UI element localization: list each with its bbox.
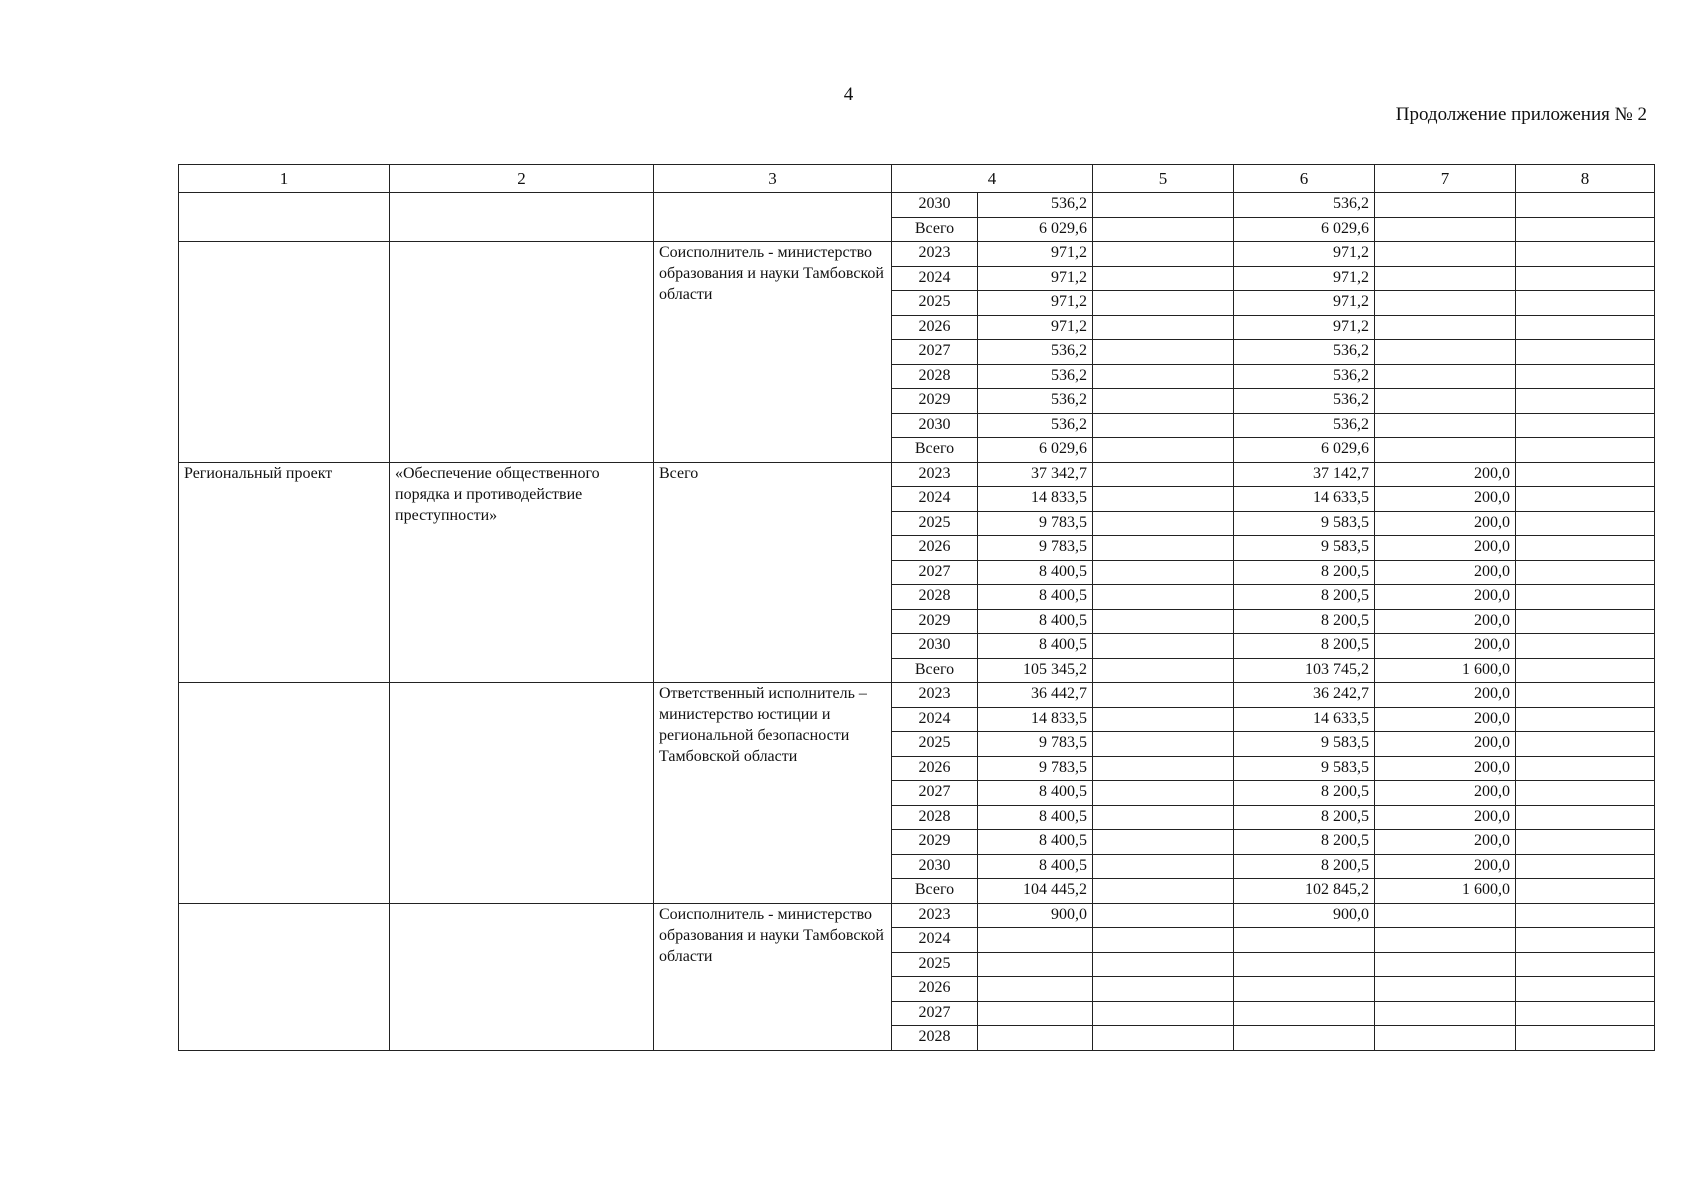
col5-cell bbox=[1093, 291, 1234, 316]
year-cell: 2024 bbox=[892, 266, 978, 291]
col7-cell: 200,0 bbox=[1375, 462, 1516, 487]
header-cell: 4 bbox=[892, 165, 1093, 193]
year-cell: 2029 bbox=[892, 830, 978, 855]
col6-cell: 8 200,5 bbox=[1234, 830, 1375, 855]
col5-cell bbox=[1093, 242, 1234, 267]
col5-cell bbox=[1093, 364, 1234, 389]
row-name-cell bbox=[390, 242, 654, 463]
page-number: 4 bbox=[843, 84, 854, 105]
col6-cell: 102 845,2 bbox=[1234, 879, 1375, 904]
year-cell: 2026 bbox=[892, 315, 978, 340]
col6-cell bbox=[1234, 977, 1375, 1002]
year-cell: Всего bbox=[892, 879, 978, 904]
year-cell: 2028 bbox=[892, 1026, 978, 1051]
col8-cell bbox=[1516, 462, 1655, 487]
col8-cell bbox=[1516, 487, 1655, 512]
total-cell: 971,2 bbox=[978, 266, 1093, 291]
year-cell: 2029 bbox=[892, 389, 978, 414]
col7-cell bbox=[1375, 977, 1516, 1002]
year-cell: 2027 bbox=[892, 781, 978, 806]
col6-cell: 8 200,5 bbox=[1234, 585, 1375, 610]
col8-cell bbox=[1516, 830, 1655, 855]
col8-cell bbox=[1516, 609, 1655, 634]
executor-cell: Соисполнитель - министерство образования и науки Тамбовской области bbox=[654, 903, 892, 1050]
col8-cell bbox=[1516, 977, 1655, 1002]
table-row bbox=[179, 193, 1655, 218]
year-cell: 2027 bbox=[892, 560, 978, 585]
col8-cell bbox=[1516, 952, 1655, 977]
col5-cell bbox=[1093, 732, 1234, 757]
table-row bbox=[179, 242, 1655, 267]
col8-cell bbox=[1516, 879, 1655, 904]
row-type-cell bbox=[179, 242, 390, 463]
col6-cell: 9 583,5 bbox=[1234, 511, 1375, 536]
col6-cell: 8 200,5 bbox=[1234, 781, 1375, 806]
col6-cell: 9 583,5 bbox=[1234, 536, 1375, 561]
total-cell: 37 342,7 bbox=[978, 462, 1093, 487]
total-cell: 9 783,5 bbox=[978, 536, 1093, 561]
col7-cell: 200,0 bbox=[1375, 854, 1516, 879]
total-cell: 8 400,5 bbox=[978, 805, 1093, 830]
year-cell: 2027 bbox=[892, 1001, 978, 1026]
header-cell: 7 bbox=[1375, 165, 1516, 193]
col6-cell: 8 200,5 bbox=[1234, 609, 1375, 634]
row-name-cell bbox=[390, 683, 654, 904]
col7-cell bbox=[1375, 1026, 1516, 1051]
total-cell bbox=[978, 928, 1093, 953]
col8-cell bbox=[1516, 707, 1655, 732]
col7-cell bbox=[1375, 413, 1516, 438]
executor-cell: Ответственный исполнитель – министерство юстиции и региональной безопасности Тамбовской области bbox=[654, 683, 892, 904]
col6-cell: 37 142,7 bbox=[1234, 462, 1375, 487]
col5-cell bbox=[1093, 781, 1234, 806]
col5-cell bbox=[1093, 462, 1234, 487]
col7-cell: 1 600,0 bbox=[1375, 658, 1516, 683]
col6-cell: 536,2 bbox=[1234, 364, 1375, 389]
col8-cell bbox=[1516, 511, 1655, 536]
total-cell bbox=[978, 1026, 1093, 1051]
col7-cell: 200,0 bbox=[1375, 805, 1516, 830]
executor-cell bbox=[654, 193, 892, 242]
total-cell: 14 833,5 bbox=[978, 487, 1093, 512]
col7-cell: 200,0 bbox=[1375, 732, 1516, 757]
total-cell: 971,2 bbox=[978, 242, 1093, 267]
col7-cell bbox=[1375, 315, 1516, 340]
col8-cell bbox=[1516, 732, 1655, 757]
col8-cell bbox=[1516, 756, 1655, 781]
col5-cell bbox=[1093, 560, 1234, 585]
col6-cell: 14 633,5 bbox=[1234, 707, 1375, 732]
header-cell: 6 bbox=[1234, 165, 1375, 193]
col5-cell bbox=[1093, 952, 1234, 977]
total-cell: 536,2 bbox=[978, 413, 1093, 438]
col5-cell bbox=[1093, 315, 1234, 340]
col5-cell bbox=[1093, 879, 1234, 904]
col8-cell bbox=[1516, 781, 1655, 806]
col5-cell bbox=[1093, 217, 1234, 242]
year-cell: Всего bbox=[892, 658, 978, 683]
col6-cell: 971,2 bbox=[1234, 242, 1375, 267]
col5-cell bbox=[1093, 585, 1234, 610]
row-name-cell bbox=[390, 903, 654, 1050]
col7-cell bbox=[1375, 340, 1516, 365]
year-cell: 2024 bbox=[892, 487, 978, 512]
year-cell: 2024 bbox=[892, 707, 978, 732]
col7-cell: 200,0 bbox=[1375, 781, 1516, 806]
year-cell: 2023 bbox=[892, 462, 978, 487]
col6-cell: 971,2 bbox=[1234, 291, 1375, 316]
executor-cell: Всего bbox=[654, 462, 892, 683]
total-cell bbox=[978, 952, 1093, 977]
header-cell: 5 bbox=[1093, 165, 1234, 193]
year-cell: 2025 bbox=[892, 511, 978, 536]
col7-cell bbox=[1375, 952, 1516, 977]
total-cell: 14 833,5 bbox=[978, 707, 1093, 732]
col7-cell bbox=[1375, 193, 1516, 218]
col8-cell bbox=[1516, 1001, 1655, 1026]
col5-cell bbox=[1093, 438, 1234, 463]
col6-cell: 536,2 bbox=[1234, 389, 1375, 414]
total-cell: 8 400,5 bbox=[978, 560, 1093, 585]
col6-cell bbox=[1234, 952, 1375, 977]
col7-cell: 200,0 bbox=[1375, 487, 1516, 512]
col7-cell: 200,0 bbox=[1375, 511, 1516, 536]
year-cell: 2028 bbox=[892, 805, 978, 830]
row-type-cell: Региональный проект bbox=[179, 462, 390, 683]
col7-cell bbox=[1375, 928, 1516, 953]
total-cell: 8 400,5 bbox=[978, 781, 1093, 806]
col6-cell: 6 029,6 bbox=[1234, 217, 1375, 242]
col5-cell bbox=[1093, 683, 1234, 708]
col5-cell bbox=[1093, 707, 1234, 732]
col7-cell bbox=[1375, 364, 1516, 389]
header-cell: 8 bbox=[1516, 165, 1655, 193]
col6-cell: 536,2 bbox=[1234, 340, 1375, 365]
year-cell: 2026 bbox=[892, 536, 978, 561]
col7-cell: 200,0 bbox=[1375, 536, 1516, 561]
col5-cell bbox=[1093, 977, 1234, 1002]
total-cell: 9 783,5 bbox=[978, 756, 1093, 781]
col7-cell bbox=[1375, 291, 1516, 316]
total-cell: 971,2 bbox=[978, 315, 1093, 340]
col7-cell: 200,0 bbox=[1375, 830, 1516, 855]
col7-cell bbox=[1375, 903, 1516, 928]
col5-cell bbox=[1093, 1026, 1234, 1051]
year-cell: 2023 bbox=[892, 903, 978, 928]
row-type-cell bbox=[179, 903, 390, 1050]
col5-cell bbox=[1093, 634, 1234, 659]
col5-cell bbox=[1093, 658, 1234, 683]
year-cell: 2030 bbox=[892, 413, 978, 438]
col5-cell bbox=[1093, 903, 1234, 928]
col8-cell bbox=[1516, 389, 1655, 414]
col7-cell: 200,0 bbox=[1375, 560, 1516, 585]
col8-cell bbox=[1516, 658, 1655, 683]
col5-cell bbox=[1093, 511, 1234, 536]
total-cell: 105 345,2 bbox=[978, 658, 1093, 683]
header-cell: 1 bbox=[179, 165, 390, 193]
col8-cell bbox=[1516, 217, 1655, 242]
col7-cell: 200,0 bbox=[1375, 609, 1516, 634]
total-cell: 971,2 bbox=[978, 291, 1093, 316]
total-cell: 8 400,5 bbox=[978, 854, 1093, 879]
col5-cell bbox=[1093, 756, 1234, 781]
year-cell: 2028 bbox=[892, 364, 978, 389]
col8-cell bbox=[1516, 291, 1655, 316]
col5-cell bbox=[1093, 536, 1234, 561]
appendix-table bbox=[178, 164, 1655, 1051]
col6-cell: 103 745,2 bbox=[1234, 658, 1375, 683]
year-cell: 2024 bbox=[892, 928, 978, 953]
col7-cell: 200,0 bbox=[1375, 585, 1516, 610]
row-type-cell bbox=[179, 193, 390, 242]
total-cell: 536,2 bbox=[978, 389, 1093, 414]
col7-cell bbox=[1375, 217, 1516, 242]
col8-cell bbox=[1516, 413, 1655, 438]
col5-cell bbox=[1093, 413, 1234, 438]
col8-cell bbox=[1516, 560, 1655, 585]
col8-cell bbox=[1516, 634, 1655, 659]
year-cell: 2030 bbox=[892, 854, 978, 879]
col5-cell bbox=[1093, 1001, 1234, 1026]
total-cell: 9 783,5 bbox=[978, 511, 1093, 536]
col6-cell: 6 029,6 bbox=[1234, 438, 1375, 463]
table-row bbox=[179, 903, 1655, 928]
year-cell: 2023 bbox=[892, 683, 978, 708]
col5-cell bbox=[1093, 928, 1234, 953]
col7-cell bbox=[1375, 242, 1516, 267]
col7-cell bbox=[1375, 438, 1516, 463]
total-cell: 8 400,5 bbox=[978, 830, 1093, 855]
col7-cell bbox=[1375, 389, 1516, 414]
total-cell: 36 442,7 bbox=[978, 683, 1093, 708]
year-cell: 2028 bbox=[892, 585, 978, 610]
col5-cell bbox=[1093, 854, 1234, 879]
total-cell: 6 029,6 bbox=[978, 438, 1093, 463]
col8-cell bbox=[1516, 340, 1655, 365]
col8-cell bbox=[1516, 438, 1655, 463]
col5-cell bbox=[1093, 266, 1234, 291]
executor-cell: Соисполнитель - министерство образования и науки Тамбовской области bbox=[654, 242, 892, 463]
col6-cell: 971,2 bbox=[1234, 266, 1375, 291]
header-cell: 3 bbox=[654, 165, 892, 193]
total-cell: 536,2 bbox=[978, 340, 1093, 365]
col5-cell bbox=[1093, 340, 1234, 365]
col8-cell bbox=[1516, 903, 1655, 928]
total-cell: 900,0 bbox=[978, 903, 1093, 928]
col8-cell bbox=[1516, 315, 1655, 340]
total-cell bbox=[978, 977, 1093, 1002]
col6-cell: 8 200,5 bbox=[1234, 805, 1375, 830]
col7-cell: 200,0 bbox=[1375, 707, 1516, 732]
year-cell: 2027 bbox=[892, 340, 978, 365]
col7-cell bbox=[1375, 1001, 1516, 1026]
col8-cell bbox=[1516, 585, 1655, 610]
total-cell: 536,2 bbox=[978, 364, 1093, 389]
year-cell: 2029 bbox=[892, 609, 978, 634]
total-cell: 8 400,5 bbox=[978, 634, 1093, 659]
year-cell: 2026 bbox=[892, 977, 978, 1002]
table-row bbox=[179, 462, 1655, 487]
total-cell: 536,2 bbox=[978, 193, 1093, 218]
col6-cell: 8 200,5 bbox=[1234, 634, 1375, 659]
year-cell: 2030 bbox=[892, 634, 978, 659]
col6-cell: 900,0 bbox=[1234, 903, 1375, 928]
col5-cell bbox=[1093, 805, 1234, 830]
row-name-cell: «Обеспечение общественного порядка и противодействие преступности» bbox=[390, 462, 654, 683]
col6-cell: 36 242,7 bbox=[1234, 683, 1375, 708]
col6-cell: 8 200,5 bbox=[1234, 560, 1375, 585]
header-cell: 2 bbox=[390, 165, 654, 193]
col5-cell bbox=[1093, 830, 1234, 855]
col5-cell bbox=[1093, 389, 1234, 414]
year-cell: 2025 bbox=[892, 291, 978, 316]
total-cell bbox=[978, 1001, 1093, 1026]
col7-cell: 200,0 bbox=[1375, 683, 1516, 708]
col6-cell: 536,2 bbox=[1234, 193, 1375, 218]
col8-cell bbox=[1516, 364, 1655, 389]
col7-cell: 1 600,0 bbox=[1375, 879, 1516, 904]
col6-cell: 971,2 bbox=[1234, 315, 1375, 340]
col8-cell bbox=[1516, 928, 1655, 953]
year-cell: Всего bbox=[892, 438, 978, 463]
col6-cell: 9 583,5 bbox=[1234, 732, 1375, 757]
row-type-cell bbox=[179, 683, 390, 904]
col8-cell bbox=[1516, 1026, 1655, 1051]
total-cell: 8 400,5 bbox=[978, 609, 1093, 634]
col8-cell bbox=[1516, 683, 1655, 708]
col8-cell bbox=[1516, 805, 1655, 830]
header-row bbox=[179, 165, 1655, 193]
year-cell: 2025 bbox=[892, 732, 978, 757]
col6-cell bbox=[1234, 928, 1375, 953]
col8-cell bbox=[1516, 193, 1655, 218]
continuation-label: Продолжение приложения № 2 bbox=[1395, 104, 1647, 125]
col5-cell bbox=[1093, 609, 1234, 634]
col6-cell: 14 633,5 bbox=[1234, 487, 1375, 512]
col6-cell: 9 583,5 bbox=[1234, 756, 1375, 781]
year-cell: Всего bbox=[892, 217, 978, 242]
col8-cell bbox=[1516, 536, 1655, 561]
col7-cell bbox=[1375, 266, 1516, 291]
col7-cell: 200,0 bbox=[1375, 634, 1516, 659]
year-cell: 2023 bbox=[892, 242, 978, 267]
total-cell: 6 029,6 bbox=[978, 217, 1093, 242]
total-cell: 8 400,5 bbox=[978, 585, 1093, 610]
col8-cell bbox=[1516, 854, 1655, 879]
total-cell: 9 783,5 bbox=[978, 732, 1093, 757]
col6-cell: 536,2 bbox=[1234, 413, 1375, 438]
table-row bbox=[179, 683, 1655, 708]
total-cell: 104 445,2 bbox=[978, 879, 1093, 904]
year-cell: 2030 bbox=[892, 193, 978, 218]
col7-cell: 200,0 bbox=[1375, 756, 1516, 781]
col6-cell bbox=[1234, 1026, 1375, 1051]
col5-cell bbox=[1093, 487, 1234, 512]
col8-cell bbox=[1516, 242, 1655, 267]
col8-cell bbox=[1516, 266, 1655, 291]
year-cell: 2025 bbox=[892, 952, 978, 977]
year-cell: 2026 bbox=[892, 756, 978, 781]
col6-cell bbox=[1234, 1001, 1375, 1026]
row-name-cell bbox=[390, 193, 654, 242]
col6-cell: 8 200,5 bbox=[1234, 854, 1375, 879]
col5-cell bbox=[1093, 193, 1234, 218]
